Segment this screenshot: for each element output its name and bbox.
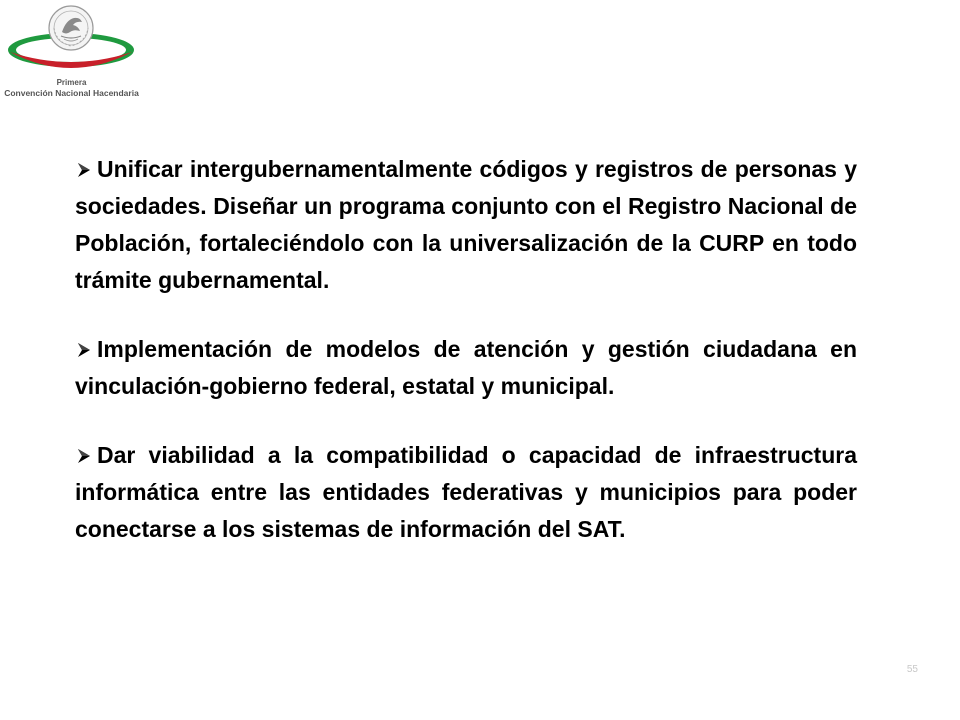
logo-line-primera: Primera: [56, 78, 87, 87]
mexican-eagle-emblem-icon: [4, 2, 139, 80]
page-number: 55: [906, 664, 918, 675]
arrow-bullet-icon: [77, 162, 91, 178]
bullet-item: [75, 437, 857, 548]
arrow-bullet-icon: [77, 448, 91, 464]
arrow-bullet-icon: [77, 342, 91, 358]
bullet-item: [75, 151, 857, 299]
bullet-text: Dar viabilidad a la compatibilidad o capacidad de infraestructura informática entre las entidades federativas y municipios para poder conectarse a los sistemas de información del SAT.: [75, 442, 857, 542]
bullet-item: [75, 331, 857, 405]
logo-line-convention-name: Convención Nacional Hacendaria: [4, 88, 139, 98]
convention-logo: [4, 2, 139, 102]
bullet-text: Unificar intergubernamentalmente códigos y registros de personas y sociedades. Diseñar un programa conjunto con el Registro Nacional de Población, fortaleciéndolo con la universalización de la CURP en todo trámite gubernamental.: [75, 156, 857, 293]
bullet-text: Implementación de modelos de atención y gestión ciudadana en vinculación-gobierno federal, estatal y municipal.: [75, 336, 857, 399]
bullet-list: [75, 151, 857, 548]
